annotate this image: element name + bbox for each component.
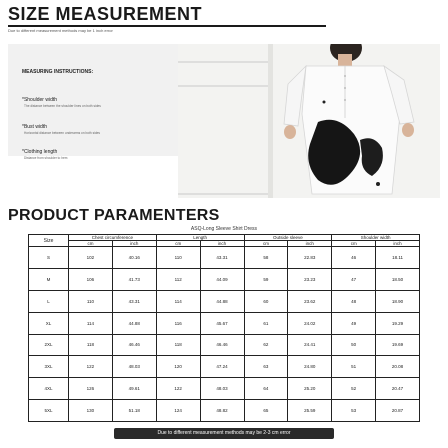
table-row [29, 268, 420, 290]
table-cell: 25.59 [288, 400, 332, 422]
table-cell: 61 [244, 312, 288, 334]
table-cell: 19.29 [376, 312, 420, 334]
size-table [28, 234, 420, 422]
table-cell: 44.88 [112, 312, 156, 334]
table-row [29, 356, 420, 378]
chest-header: Chest circumference [69, 235, 157, 241]
size-label-cell: 2XL [29, 334, 69, 356]
unit-inch: inch [200, 241, 244, 247]
instructions-heading: MEASURING INSTRUCTIONS: [22, 69, 94, 75]
table-cell: 41.73 [112, 268, 156, 290]
instruction-length-desc: Distance from shoulder to hem [24, 156, 68, 160]
table-cell: 20.08 [376, 356, 420, 378]
table-cell: 49.61 [112, 378, 156, 400]
product-parameters-title: PRODUCT PARAMENTERS [8, 207, 220, 224]
table-cell: 47.24 [200, 356, 244, 378]
table-row [29, 312, 420, 334]
table-cell: 110 [69, 290, 113, 312]
table-cell: 126 [69, 378, 113, 400]
table-cell: 23.62 [288, 290, 332, 312]
table-cell: 46.46 [112, 334, 156, 356]
table-cell: 102 [69, 247, 113, 269]
table-cell: 24.41 [288, 334, 332, 356]
size-label-cell: XL [29, 312, 69, 334]
table-cell: 64 [244, 378, 288, 400]
table-cell: 114 [69, 312, 113, 334]
length-header: Length [156, 235, 244, 241]
table-cell: 44.09 [200, 268, 244, 290]
unit-inch: inch [376, 241, 420, 247]
instruction-shoulder-desc: The distance between the shoulder lines on both sides [24, 104, 101, 108]
size-table-body [29, 247, 420, 422]
table-row [29, 378, 420, 400]
table-cell: 130 [69, 400, 113, 422]
table-cell: 124 [156, 400, 200, 422]
table-cell: 18.90 [376, 290, 420, 312]
size-label-cell: 3XL [29, 356, 69, 378]
size-label-cell: L [29, 290, 69, 312]
table-cell: 48.03 [112, 356, 156, 378]
footer-note: Due to different measurement methods may be 2-3 cm error [157, 430, 291, 436]
table-cell: 48 [332, 290, 376, 312]
size-label-cell: M [29, 268, 69, 290]
table-cell: 22.83 [288, 247, 332, 269]
table-cell: 18.11 [376, 247, 420, 269]
table-cell: 18.50 [376, 268, 420, 290]
table-cell: 106 [69, 268, 113, 290]
table-cell: 44.88 [200, 290, 244, 312]
table-cell: 116 [156, 312, 200, 334]
product-model: ASQ-Long Sleeve Shirt Dress [190, 226, 258, 232]
table-cell: 24.80 [288, 356, 332, 378]
table-cell: 52 [332, 378, 376, 400]
table-cell: 43.31 [112, 290, 156, 312]
table-cell: 46 [332, 247, 376, 269]
table-cell: 40.16 [112, 247, 156, 269]
size-column-header: Size [29, 235, 69, 247]
table-cell: 49 [332, 312, 376, 334]
table-cell: 118 [156, 334, 200, 356]
table-row [29, 334, 420, 356]
table-cell: 112 [156, 268, 200, 290]
table-row [29, 400, 420, 422]
table-cell: 63 [244, 356, 288, 378]
shoulder-header: Shoulder width [332, 235, 420, 241]
size-label-cell: S [29, 247, 69, 269]
unit-inch: inch [288, 241, 332, 247]
table-cell: 59 [244, 268, 288, 290]
table-cell: 43.31 [200, 247, 244, 269]
table-cell: 62 [244, 334, 288, 356]
table-cell: 65 [244, 400, 288, 422]
unit-cm: cm [69, 241, 113, 247]
table-row [29, 247, 420, 269]
instruction-shoulder-label: *Shoulder width [22, 97, 58, 103]
table-cell: 45.67 [200, 312, 244, 334]
table-cell: 46.46 [200, 334, 244, 356]
title-underline [8, 25, 326, 27]
table-cell: 60 [244, 290, 288, 312]
table-cell: 114 [156, 290, 200, 312]
dress-illustration [178, 44, 440, 198]
unit-cm: cm [156, 241, 200, 247]
unit-inch: inch [112, 241, 156, 247]
table-cell: 20.47 [376, 378, 420, 400]
sleeve-header: Outside sleeve [244, 235, 332, 241]
unit-cm: cm [332, 241, 376, 247]
instruction-length-label: *Clothing length [22, 149, 58, 155]
table-cell: 47 [332, 268, 376, 290]
title-subtitle: Due to different measurement methods may be 1 inch error [8, 28, 113, 33]
table-cell: 48.82 [200, 400, 244, 422]
product-photo [178, 44, 440, 198]
table-cell: 24.02 [288, 312, 332, 334]
table-cell: 122 [69, 356, 113, 378]
table-cell: 110 [156, 247, 200, 269]
table-cell: 120 [156, 356, 200, 378]
size-label-cell: 5XL [29, 400, 69, 422]
table-cell: 51 [332, 356, 376, 378]
table-cell: 122 [156, 378, 200, 400]
instruction-bust-label: *Bust width [22, 124, 48, 130]
table-cell: 118 [69, 334, 113, 356]
table-cell: 23.23 [288, 268, 332, 290]
instruction-bust-desc: Horizontal distance between underarms on both sides [24, 131, 101, 135]
table-cell: 20.87 [376, 400, 420, 422]
table-cell: 19.69 [376, 334, 420, 356]
table-cell: 50 [332, 334, 376, 356]
unit-cm: cm [244, 241, 288, 247]
size-label-cell: 4XL [29, 378, 69, 400]
table-cell: 51.18 [112, 400, 156, 422]
table-row [29, 290, 420, 312]
table-cell: 48.03 [200, 378, 244, 400]
table-cell: 25.20 [288, 378, 332, 400]
page-title: SIZE MEASUREMENT [8, 4, 203, 24]
table-cell: 53 [332, 400, 376, 422]
table-cell: 58 [244, 247, 288, 269]
